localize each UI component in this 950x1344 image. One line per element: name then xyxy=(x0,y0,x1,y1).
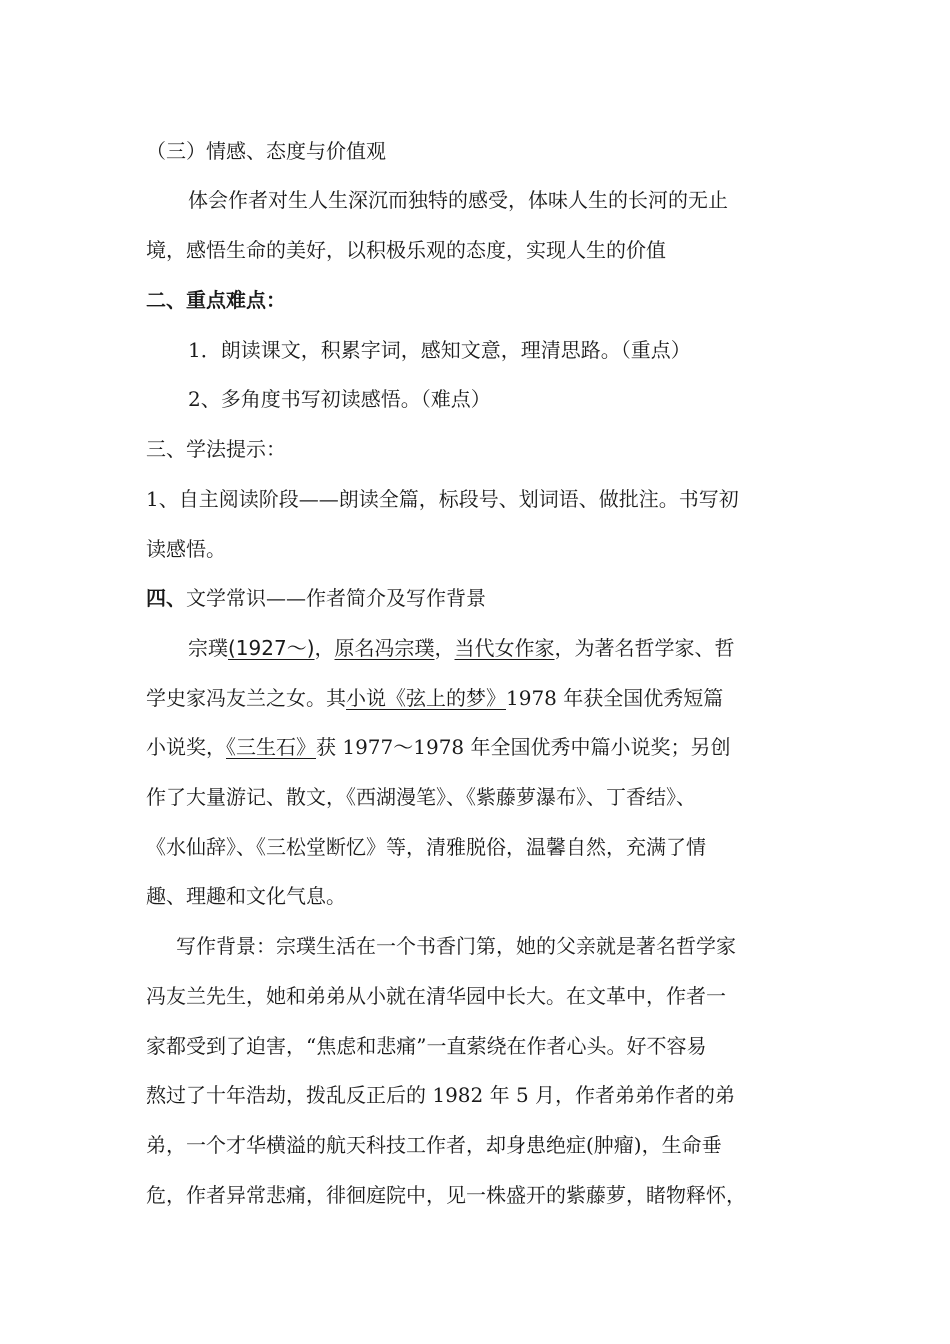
work-title: 《三生石》 xyxy=(226,735,316,759)
section-heading-literature xyxy=(146,583,486,613)
author-paragraph-line xyxy=(188,633,735,663)
punctuation: ， xyxy=(314,636,335,660)
paragraph-line: 体会作者对生人生深沉而独特的感受，体味人生的长河的无止 xyxy=(188,188,728,212)
text-span: ，为著名哲学家、哲 xyxy=(554,636,735,660)
background-paragraph-line: 写作背景：宗璞生活在一个书香门第，她的父亲就是著名哲学家 xyxy=(176,934,736,958)
author-paragraph-line: 趣、理趣和文化气息。 xyxy=(146,884,346,908)
work-title: 小说《弦上的梦》 xyxy=(346,686,506,710)
list-item-continuation: 读感悟。 xyxy=(146,537,226,561)
author-paragraph-line: 《水仙辞》、《三松堂断忆》等，清雅脱俗，温馨自然，充满了情 xyxy=(146,835,706,859)
section-heading-method: 三、学法提示： xyxy=(146,437,286,461)
section-title: 文学常识——作者简介及写作背景 xyxy=(186,586,486,610)
list-item: 1、自主阅读阶段——朗读全篇，标段号、划词语、做批注。书写初 xyxy=(146,487,739,511)
author-name: 宗璞 xyxy=(188,636,228,660)
background-paragraph-line: 家都受到了迫害，“焦虑和悲痛”一直萦绕在作者心头。好不容易 xyxy=(146,1034,707,1058)
punctuation: ， xyxy=(434,636,455,660)
author-paragraph-line: 作了大量游记、散文，《西湖漫笔》、《紫藤萝瀑布》、丁香结》、 xyxy=(146,785,696,809)
text-span: 学史家冯友兰之女。其 xyxy=(146,686,346,710)
list-item: 2、多角度书写初读感悟。（难点） xyxy=(188,387,491,411)
section-heading-emotion: （三）情感、态度与价值观 xyxy=(146,139,386,163)
section-number: 四、 xyxy=(146,586,186,610)
background-paragraph-line: 熬过了十年浩劫，拨乱反正后的 1982 年 5 月，作者弟弟作者的弟 xyxy=(146,1083,736,1107)
text-span: 获 1977～1978 年全国优秀中篇小说奖；另创 xyxy=(316,735,731,759)
section-heading-keypoints: 二、重点难点： xyxy=(146,288,286,312)
list-item: 1．朗读课文，积累字词，感知文意，理清思路。（重点） xyxy=(188,338,691,362)
author-paragraph-line xyxy=(146,732,731,762)
author-years: (1927～) xyxy=(228,636,315,660)
background-paragraph-line: 危，作者异常悲痛，徘徊庭院中，见一株盛开的紫藤萝，睹物释怀， xyxy=(146,1183,746,1207)
background-paragraph-line: 弟，一个才华横溢的航天科技工作者，却身患绝症(肿瘤)，生命垂 xyxy=(146,1133,722,1157)
text-span: 小说奖， xyxy=(146,735,226,759)
author-role: 当代女作家 xyxy=(454,636,555,660)
author-paragraph-line xyxy=(146,683,723,713)
paragraph-line: 境，感悟生命的美好，以积极乐观的态度，实现人生的价值 xyxy=(146,238,666,262)
author-original-name: 原名冯宗璞 xyxy=(334,636,435,660)
background-paragraph-line: 冯友兰先生，她和弟弟从小就在清华园中长大。在文革中，作者一 xyxy=(146,984,726,1008)
text-span: 1978 年获全国优秀短篇 xyxy=(506,686,724,710)
